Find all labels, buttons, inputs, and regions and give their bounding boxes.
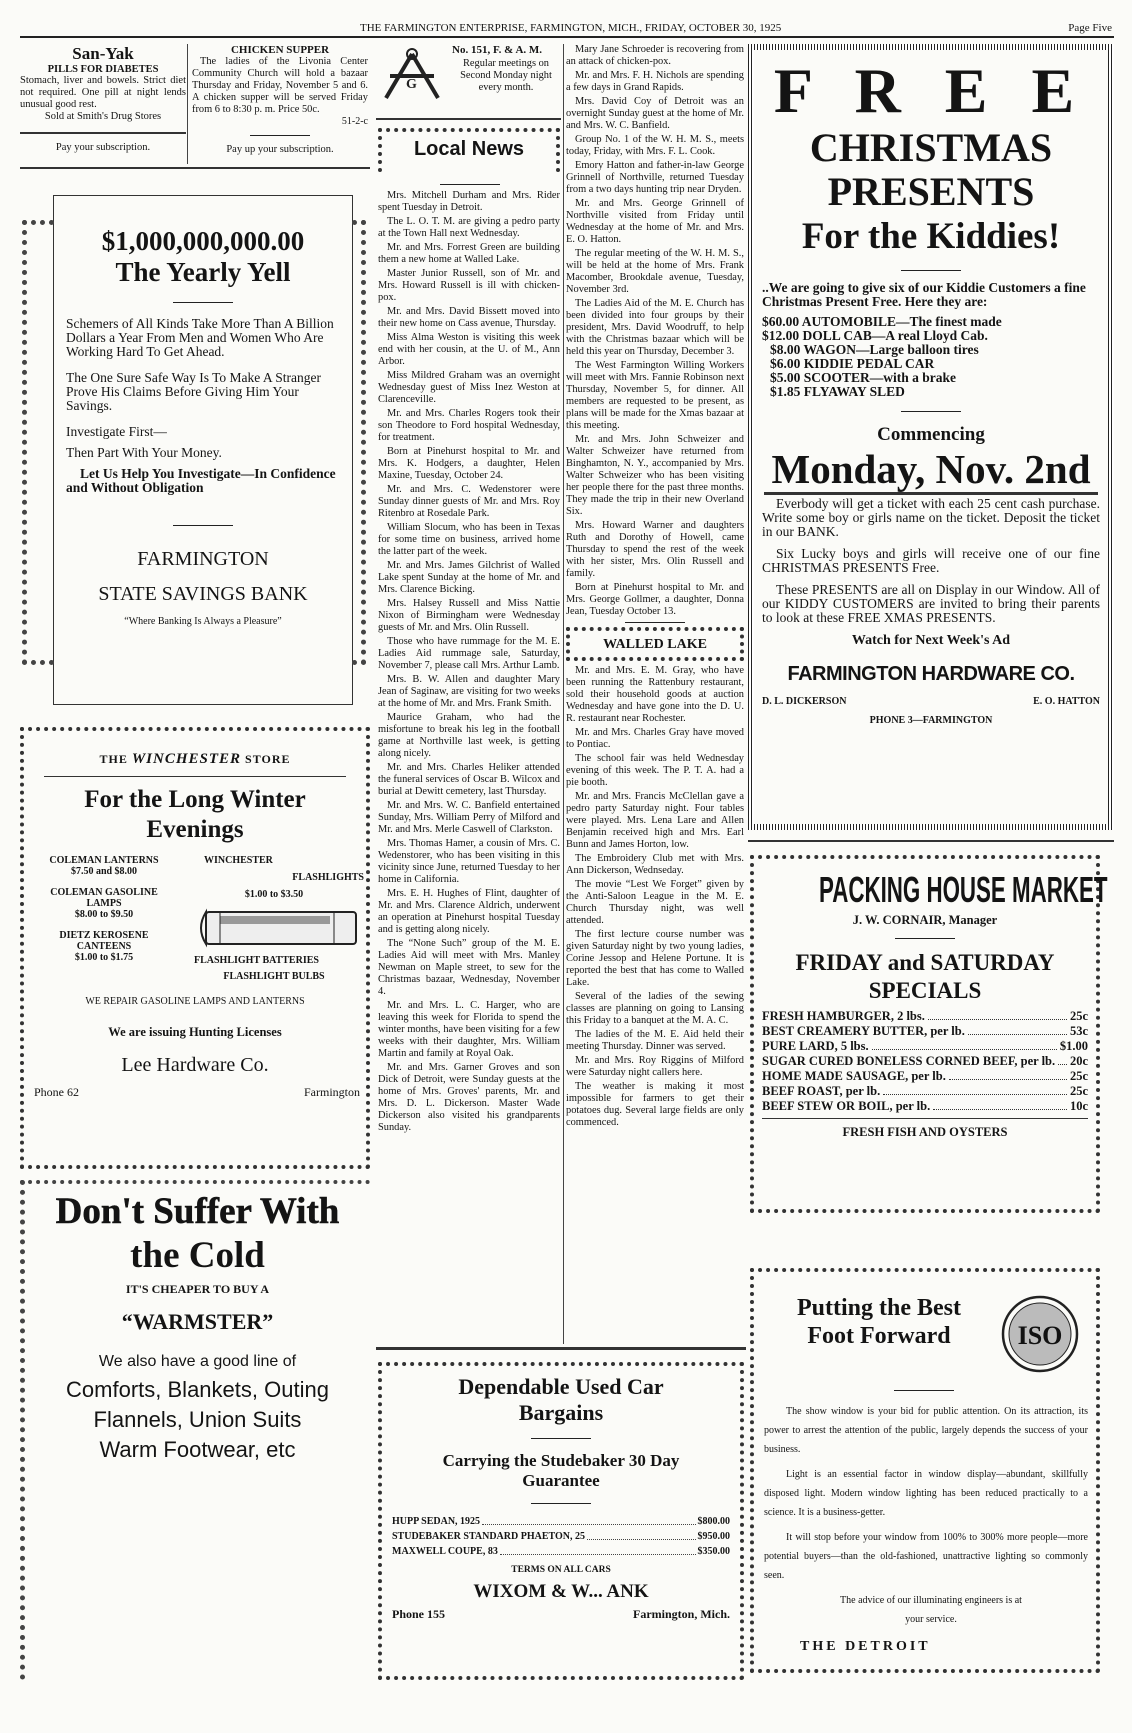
owner-1: D. L. DICKERSON <box>762 696 847 707</box>
product-price: $1.00 to $1.75 <box>74 952 134 963</box>
christmas-heading: CHRISTMAS <box>809 125 1053 170</box>
usedcar-town: Farmington, Mich. <box>633 1607 730 1621</box>
car-listing <box>392 1514 730 1529</box>
edison-p4: The advice of our illuminating engineers is at your service. <box>840 1595 1022 1625</box>
warmster-product: “WARMSTER” <box>121 1309 274 1334</box>
winchester-headline-2: Evenings <box>146 816 244 843</box>
product-name: FLASHLIGHT BATTERIES <box>194 955 319 966</box>
news-item: The regular meeting of the W. H. M. S., will be held at the home of Mrs. Frank Macomber, Brookdale avenue, Tuesday, November 3rd. <box>566 248 744 295</box>
news-item: Mary Jane Schroeder is recovering from an attack of chicken-pox. <box>566 44 744 67</box>
prize-item: $6.00 KIDDIE PEDAL CAR <box>770 356 935 371</box>
winchester-brand: WINCHESTER <box>131 751 242 767</box>
special-item <box>762 1069 1088 1084</box>
local-news-header <box>378 128 560 172</box>
walled-lake-item: The Embroidery Club met with Mrs. Ann Dickerson, Wednseday. <box>566 853 744 876</box>
winchester-store-line <box>24 751 366 768</box>
sanyak-sold: Sold at Smith's Drug Stores <box>44 111 162 122</box>
edison-p2: Light is an essential factor in window display—abundant, skillfully disposed light. Modern window lighting has been reduced practically to a science. It is a business-getter. <box>764 1469 1088 1518</box>
usedcar-dealer: WIXOM & W... ANK <box>473 1581 649 1602</box>
special-item <box>762 1009 1088 1024</box>
warmster-headline-1: Don't Suffer With <box>55 1191 340 1232</box>
news-item: Mrs. Thomas Hamer, a cousin of Mrs. C. Wedenstorer, who has been visiting in this vicinity since June, returned Tuesday to her home in California. <box>378 838 560 885</box>
usedcar-terms: TERMS ON ALL CARS <box>511 1565 611 1575</box>
news-item: Mr. and Mrs. George Grinnell of Northville visited from Friday until Wednesday at the home of Mr. and Mrs. E. O. Hatton. <box>566 198 744 245</box>
special-name: BEEF ROAST, per lb. <box>762 1084 881 1098</box>
winchester-ad <box>20 727 370 1169</box>
news-item: Those who have rummage for the M. E. Ladies Aid rummage sale, Saturday, November 7, please call Mrs. Arthur Lamb. <box>378 636 560 671</box>
bank-name-2: STATE SAVINGS BANK <box>98 583 308 605</box>
special-price: 25c <box>1069 1009 1088 1023</box>
special-name: PURE LARD, 5 lbs. <box>762 1039 869 1053</box>
local-news-column <box>378 190 560 1136</box>
free-intro: ..We are going to give six of our Kiddie Customers a fine Christmas Present Free. Here they are: <box>762 280 1086 309</box>
news-item: Mr. and Mrs. L. C. Harger, who are leaving this week for Florida to spend the winter months, have been visiting for a few weeks with their daughter, Mrs. William Martin and family at Royal Oak. <box>378 1000 560 1059</box>
walled-lake-title: WALLED LAKE <box>603 637 707 652</box>
free-christmas-ad <box>748 44 1114 830</box>
chicken-body: The ladies of the Livonia Center Community Church will hold a bazaar Thursday and Friday, November 5 and 6. A chicken supper will be served Friday from 6 to 8:30 p. m. Price 50c. <box>192 56 368 115</box>
news-item: Emory Hatton and father-in-law George Grinnell of Northville, returned Tuesday from a two days hunting trip near Dryden. <box>566 160 744 195</box>
walled-lake-item: The weather is making it most impossible for farmers to get their potatoes dug. Several large fields are only commenced. <box>566 1081 744 1128</box>
news-item: Mr. and Mrs. Charles Rogers took their son Theodore to Ford hospital Wednesday, for treatment. <box>378 408 560 443</box>
flashlight-illustration <box>194 908 359 948</box>
used-car-ad <box>378 1362 744 1680</box>
square-compass-icon <box>378 46 446 106</box>
news-item: Mr. and Mrs. C. Wedenstorer were Sunday dinner guests of Mr. and Mrs. Roy Ritenbro at Rosedale Park. <box>378 484 560 519</box>
walled-lake-item: The first lecture course number was given Saturday night by two young ladies, Corine Jessop and Helene Portune. It is reported the best that has come to Walled Lake. <box>566 929 744 988</box>
free-heading: F R E E <box>773 55 1089 126</box>
news-item: Born at Pinehurst hospital to Mr. and Mrs. George Gollmer, a daughter, Donna Jean, Tuesday October 13. <box>566 582 744 617</box>
special-price: 10c <box>1069 1099 1088 1113</box>
car-name: STUDEBAKER STANDARD PHAETON, 25 <box>392 1531 585 1542</box>
news-item: Mr. and Mrs. Charles Heliker attended the funeral services of Oscar B. Wilcox and burial at Dewitt cemetery, last Thursday. <box>378 762 560 797</box>
special-item <box>762 1084 1088 1099</box>
news-item: The L. O. T. M. are giving a pedro party at the Town Hall next Wednesday. <box>378 216 560 239</box>
warmster-headline-2: the Cold <box>130 1235 265 1276</box>
edison-p3: It will stop before your window from 100% to 300% more people—more potential buyers—than the old-fashioned, unattractive lighting so commonly seen. <box>764 1532 1088 1581</box>
edison-monogram-logo <box>1000 1294 1080 1374</box>
news-item: Miss Mildred Graham was an overnight Wednesday guest of Miss Inez Weston at Clarenceville. <box>378 370 560 405</box>
news-item: Mr. and Mrs. F. H. Nichols are spending a few days in Grand Rapids. <box>566 70 744 93</box>
store-pre: THE <box>99 752 128 766</box>
newspaper-title: THE FARMINGTON ENTERPRISE, FARMINGTON, MICH., FRIDAY, OCTOBER 30, 1925 <box>360 22 782 34</box>
hardware-phone: PHONE 3—FARMINGTON <box>869 715 993 726</box>
special-price: $1.00 <box>1059 1039 1088 1053</box>
bank-p5: Let Us Help You Investigate—In Confidence and Without Obligation <box>66 466 336 495</box>
bank-p3: Investigate First— <box>66 424 167 439</box>
store-post: STORE <box>245 752 291 766</box>
news-item: William Slocum, who has been in Texas for some time on business, arrived home the latter part of the week. <box>378 522 560 557</box>
walled-lake-header <box>566 627 744 661</box>
special-item <box>762 1099 1088 1114</box>
edison-headline-1: Putting the Best <box>797 1295 961 1321</box>
news-item: The “None Such” group of the M. E. Ladies Aid will meet with Mrs. Manley Newman on Maple street, to sew for the Christmas bazaar, Wednesday, November 4. <box>378 938 560 997</box>
walled-lake-item: The school fair was held Wednesday evening of this week. The P. T. A. had a pie booth. <box>566 753 744 788</box>
market-manager: J. W. CORNAIR, Manager <box>852 913 998 927</box>
car-listing <box>392 1529 730 1544</box>
news-item: Mr. and Mrs. James Gilchrist of Walled Lake spent Sunday at the home of Mr. and Mrs. Clarence Bicking. <box>378 560 560 595</box>
market-title: PACKING HOUSE MARKET <box>818 869 1108 910</box>
news-item: The Ladies Aid of the M. E. Church has been divided into four groups by their president, Mrs. David Woodruff, to help with the Christmas bazaar which will be held this year on Thursday, December 3. <box>566 298 744 357</box>
prize-item: $8.00 WAGON—Large balloon tires <box>770 342 979 357</box>
chicken-code: 51-2-c <box>341 116 368 127</box>
special-name: SUGAR CURED BONELESS CORNED BEEF, per lb. <box>762 1054 1056 1068</box>
product-name: COLEMAN LANTERNS <box>49 855 159 866</box>
product-price: $7.50 and $8.00 <box>70 866 138 877</box>
usedcar-phone: Phone 155 <box>392 1607 446 1621</box>
bank-slogan: “Where Banking Is Always a Pleasure” <box>124 616 282 627</box>
special-price: 25c <box>1069 1084 1088 1098</box>
special-price: 53c <box>1069 1024 1088 1038</box>
bank-name-1: FARMINGTON <box>137 548 269 570</box>
kiddies-heading: For the Kiddies! <box>801 216 1061 257</box>
news-item: Mrs. Mitchell Durham and Mrs. Rider spent Tuesday in Detroit. <box>378 190 560 213</box>
news-item: Mrs. Halsey Russell and Miss Nattie Nixon of Birmingham were Wednesday guests of Mr. and Mrs. Olin Russell. <box>378 598 560 633</box>
usedcar-sub-2: Guarantee <box>522 1471 600 1490</box>
walled-lake-item: The movie “Lest We Forget” given by the Anti-Saloon League in the M. E. Church Thursday night, was well attended. <box>566 879 744 926</box>
car-listing <box>392 1544 730 1559</box>
warmster-line-2: Comforts, Blankets, Outing <box>66 1377 329 1402</box>
special-name: HOME MADE SAUSAGE, per lb. <box>762 1069 946 1083</box>
masonic-title: No. 151, F. & A. M. <box>452 44 543 56</box>
walled-lake-item: Mr. and Mrs. Roy Riggins of Milford were Saturday night callers here. <box>566 1055 744 1078</box>
news-item: Mr. and Mrs. David Bissett moved into their new home on Cass avenue, Thursday. <box>378 306 560 329</box>
prize-item: $5.00 SCOOTER—with a brake <box>770 370 957 385</box>
lee-hardware-name: Lee Hardware Co. <box>121 1054 269 1076</box>
car-price: $350.00 <box>697 1546 730 1557</box>
news-item: Group No. 1 of the W. H. M. S., meets today, Friday, with Mrs. F. L. Cook. <box>566 134 744 157</box>
repair-notice: WE REPAIR GASOLINE LAMPS AND LANTERNS <box>85 996 305 1007</box>
sanyak-body: Stomach, liver and bowels. Strict diet not required. One pill at night lends unusual good rest. <box>20 75 186 110</box>
special-name: BEST CREAMERY BUTTER, per lb. <box>762 1024 965 1038</box>
warmster-line-1: We also have a good line of <box>98 1353 297 1370</box>
news-item: Mr. and Mrs. W. C. Banfield entertained Sunday, Mrs. William Perry of Milford and Mr. and Mrs. Merle Caswell of Clarkston. <box>378 800 560 835</box>
owner-2: E. O. HATTON <box>1033 696 1100 707</box>
edison-p1: The show window is your bid for public attention. On its attraction, its power to arrest the attention of the public, largely depends the success of your business. <box>764 1406 1088 1455</box>
specials-heading-2: SPECIALS <box>868 978 982 1003</box>
edison-headline-2: Foot Forward <box>807 1323 951 1349</box>
free-p3: These PRESENTS are all on Display in our Window. All of our KIDDY CUSTOMERS are invited to bring their parents to look at these FREE XMAS PRESENTS. <box>762 582 1100 625</box>
special-item <box>762 1024 1088 1039</box>
watch-next-week: Watch for Next Week's Ad <box>851 633 1011 648</box>
prize-item: $60.00 AUTOMOBILE—The finest made <box>762 314 1002 329</box>
edison-ad <box>750 1268 1100 1673</box>
warmster-line-4: Warm Footwear, etc <box>99 1437 296 1462</box>
free-p2: Six Lucky boys and girls will receive one of our fine CHRISTMAS PRESENTS Free. <box>762 546 1100 575</box>
bank-amount: $1,000,000,000.00 <box>101 226 305 256</box>
product-name: WINCHESTER <box>204 855 273 866</box>
edison-signature: THE DETROIT <box>800 1639 931 1654</box>
news-item: Mr. and Mrs. John Schweizer and Walter Schweizer have returned from Binghamton, N. Y., accompanied by Mrs. Walter Schweizer who has been visiting her people there for the past three months. They made the trip in their new Overland Six. <box>566 434 744 517</box>
walled-lake-item: Several of the ladies of the sewing classes are planning on going to Lansing this Friday to a banquet at the M. A. C. <box>566 991 744 1026</box>
local-news-column-2 <box>566 44 744 1131</box>
special-name: BEEF STEW OR BOIL, per lb. <box>762 1099 931 1113</box>
product-price: $1.00 to $3.50 <box>244 889 304 900</box>
news-item: Mrs. B. W. Allen and daughter Mary Jean of Saginaw, are visiting for two weeks at the home of Mr. and Mrs. Frank Smith. <box>378 674 560 709</box>
news-item: Master Junior Russell, son of Mr. and Mrs. Howard Russell is ill with chicken-pox. <box>378 268 560 303</box>
chicken-supper-notice <box>192 44 368 155</box>
special-price: 20c <box>1069 1054 1088 1068</box>
masonic-notice <box>376 44 561 114</box>
product-name: FLASHLIGHT BULBS <box>223 971 325 982</box>
farmington-hardware-logo: FARMINGTON HARDWARE CO. <box>787 663 1075 685</box>
warmster-line-3: Flannels, Union Suits <box>93 1407 302 1432</box>
masonic-body: Regular meetings on Second Monday night every month. <box>460 58 552 93</box>
news-item: Miss Alma Weston is visiting this week end with her cousin, at the U. of M., Ann Arbor. <box>378 332 560 367</box>
sanyak-subtitle: PILLS FOR DIABETES <box>47 64 159 75</box>
bank-p2: The One Sure Safe Way Is To Make A Stranger Prove His Claims Before Giving Him Your Savings. <box>66 370 322 413</box>
svg-text:ISO: ISO <box>1017 1321 1063 1350</box>
bank-p1: Schemers of All Kinds Take More Than A Billion Dollars a Year From Men and Women Who Are Working Hard To Get Ahead. <box>66 316 334 359</box>
special-price: 25c <box>1069 1069 1088 1083</box>
svg-text:G: G <box>406 77 417 92</box>
special-name: FRESH HAMBURGER, 2 lbs. <box>762 1009 925 1023</box>
presents-heading: PRESENTS <box>827 169 1035 214</box>
lee-town: Farmington <box>304 1085 360 1099</box>
car-name: MAXWELL COUPE, 83 <box>392 1546 498 1557</box>
product-name: DIETZ KEROSENE CANTEENS <box>59 930 149 952</box>
free-p1: Everbody will get a ticket with each 25 cent cash purchase. Write some boy or girls name on the ticket. Deposit the ticket in our BANK. <box>762 496 1100 539</box>
prize-item: $1.85 FLYAWAY SLED <box>770 384 905 399</box>
walled-lake-item: Mr. and Mrs. E. M. Gray, who have been running the Rattenbury restaurant, sold their household goods at auction Wednesday and have gone into the D. U. R. restaurant near Rochester. <box>566 665 744 724</box>
walled-lake-item: The ladies of the M. E. Aid held their meeting Thursday. Dinner was served. <box>566 1029 744 1052</box>
page-number: Page Five <box>1068 22 1112 34</box>
news-item: Mrs. Howard Warner and daughters Ruth and Dorothy of Howell, came Thursday to spend the rest of the week with her sister, Mrs. Olin Russell and family. <box>566 520 744 579</box>
special-item <box>762 1054 1088 1069</box>
usedcar-headline-1: Dependable Used Car <box>458 1374 664 1399</box>
car-price: $800.00 <box>697 1516 730 1527</box>
sanyak-ad <box>20 44 186 153</box>
news-item: Mrs. David Coy of Detroit was an overnight Sunday guest at the home of Mr. and Mrs. W. C. Banfield. <box>566 96 744 131</box>
sanyak-footer: Pay your subscription. <box>55 142 151 153</box>
walled-lake-item: Mr. and Mrs. Charles Gray have moved to Pontiac. <box>566 727 744 750</box>
car-name: HUPP SEDAN, 1925 <box>392 1516 481 1527</box>
start-date: Monday, Nov. 2nd <box>771 446 1091 492</box>
special-item <box>762 1039 1088 1054</box>
product-price: $8.00 to $9.50 <box>74 909 134 920</box>
chicken-footer: Pay up your subscription. <box>226 144 334 155</box>
product-name: FLASHLIGHTS <box>292 872 364 883</box>
product-name: COLEMAN GASOLINE LAMPS <box>50 887 158 909</box>
news-item: The West Farmington Willing Workers will meet with Mrs. Fannie Robinson next Thursday, November 5, for dinner. All members are requested to be present, as plans will be made for the Xmas bazaar at this meeting. <box>566 360 744 431</box>
sanyak-title: San-Yak <box>72 44 134 63</box>
news-item: Maurice Graham, who had the misfortune to break his leg in the football game at Northville last week, is getting along nicely. <box>378 712 560 759</box>
news-item: Mr. and Mrs. Forrest Green are building them a new home at Walled Lake. <box>378 242 560 265</box>
car-price: $950.00 <box>697 1531 730 1542</box>
warmster-sub: IT'S CHEAPER TO BUY A <box>125 1282 270 1296</box>
masthead <box>20 22 1114 38</box>
prize-list <box>762 315 1100 399</box>
packing-house-ad <box>750 855 1108 1213</box>
specials-list <box>754 1005 1096 1114</box>
usedcar-sub-1: Carrying the Studebaker 30 Day <box>442 1451 680 1470</box>
news-item: Mr. and Mrs. Garner Groves and son Dick of Detroit, were Sunday guests at the home of Mrs. Groves' parents, Mr. and Mrs. D. L. Dickerson. Master Wade Dickerson also visited his grandparents Sunday. <box>378 1062 560 1133</box>
specials-heading-1: FRIDAY and SATURDAY <box>795 950 1055 975</box>
lee-phone: Phone 62 <box>34 1085 79 1099</box>
local-news-title: Local News <box>413 138 525 160</box>
warmster-ad <box>20 1180 370 1680</box>
news-item: Born at Pinehurst hospital to Mr. and Mrs. K. Hodgers, a daughter, Helen Maxine, Tuesday, October 24. <box>378 446 560 481</box>
market-footer: FRESH FISH AND OYSTERS <box>842 1125 1008 1139</box>
prize-item: $12.00 DOLL CAB—A real Lloyd Cab. <box>762 328 988 343</box>
commencing: Commencing <box>877 424 985 445</box>
bank-headline: The Yearly Yell <box>115 257 291 287</box>
bank-ad <box>53 195 353 705</box>
bank-p4: Then Part With Your Money. <box>66 445 222 460</box>
walled-lake-item: Mr. and Mrs. Francis McClellan gave a pedro party Saturday night. Four tables were played. Mrs. Lena Lare and Allen Benjamin received high and Mrs. Earl Bunn and James Horton, low. <box>566 791 744 850</box>
news-item: Mrs. E. H. Hughes of Flint, daughter of Mr. and Mrs. Clarence Aldrich, underwent an operation at Pinehurst hospital Tuesday and is getting along nicely. <box>378 888 560 935</box>
usedcar-headline-2: Bargains <box>518 1400 604 1425</box>
winchester-headline-1: For the Long Winter <box>84 786 306 813</box>
hunting-licenses: We are issuing Hunting Licenses <box>108 1025 282 1039</box>
chicken-title: CHICKEN SUPPER <box>230 44 330 56</box>
